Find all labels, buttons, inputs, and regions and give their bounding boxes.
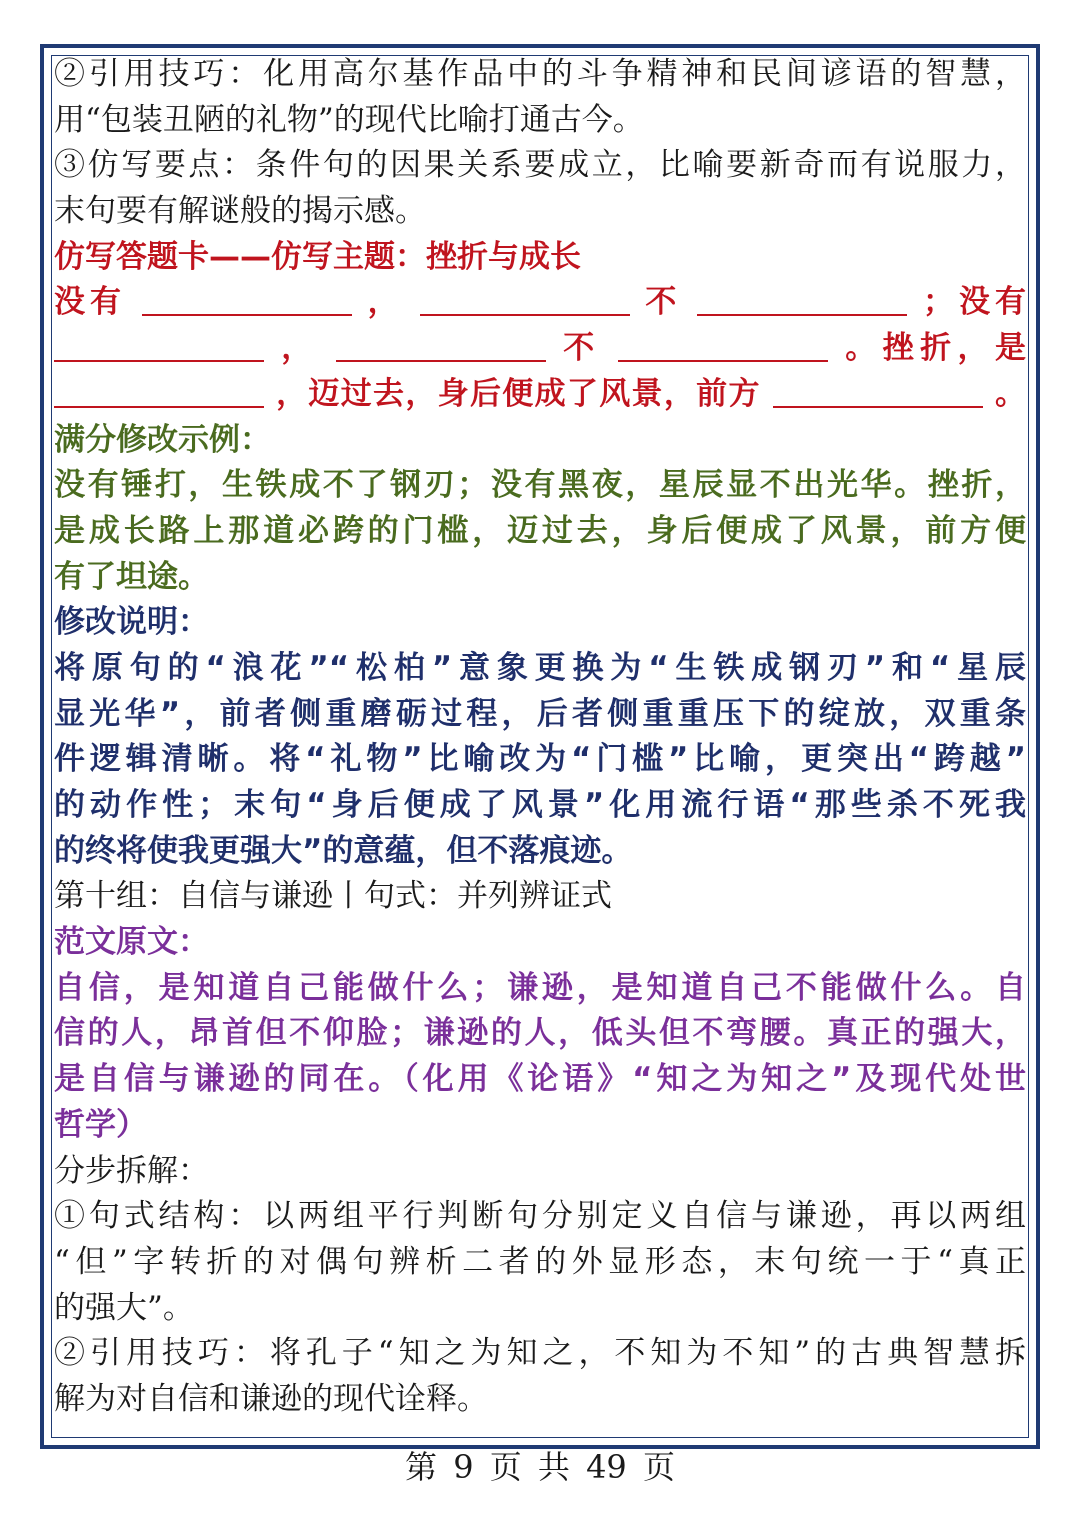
answer-card-heading: 仿写答题卡——仿写主题：挫折与成长	[54, 238, 581, 275]
explanation-line: 的动作性；末句“身后便成了风景”化用流行语“那些杀不死我	[54, 787, 1026, 823]
example-line: 有了坦途。	[54, 558, 209, 595]
breakdown-heading: 分步拆解：	[54, 1152, 209, 1189]
breakdown-line: ②引用技巧：将孔子“知之为知之，不知为不知”的古典智慧拆	[54, 1335, 1026, 1372]
fill-blank[interactable]	[54, 376, 264, 408]
page-number: 第 9 页 共 49 页	[405, 1448, 675, 1486]
fill-text: 不	[645, 284, 682, 321]
example-heading: 满分修改示例：	[54, 421, 271, 458]
text-line: 末句要有解谜般的揭示感。	[54, 193, 426, 230]
example-line: 是成长路上那道必跨的门槛，迈过去，身后便成了风景，前方便	[54, 512, 1026, 549]
group-title: 第十组：自信与谦逊丨句式：并列辨证式	[54, 878, 612, 915]
breakdown-line: 的强大”。	[54, 1289, 194, 1326]
explanation-line: 件逻辑清晰。将“礼物”比喻改为“门槛”比喻，更突出“跨越”	[54, 741, 1026, 778]
fill-text: 。	[995, 375, 1027, 412]
explanation-line: 将原句的“浪花”“松柏”意象更换为“生铁成钢刃”和“星辰	[54, 649, 1026, 686]
fill-line-3	[54, 372, 1026, 418]
sample-line: 自信，是知道自己能做什么；谦逊，是知道自己不能做什么。自	[54, 969, 1026, 1006]
breakdown-line: 解为对自信和谦逊的现代诠释。	[54, 1380, 488, 1417]
fill-blank[interactable]	[618, 330, 828, 362]
page-content	[54, 52, 1026, 1423]
fill-blank[interactable]	[54, 330, 264, 362]
fill-text: 。挫折，是	[845, 330, 1027, 367]
text-line: ③仿写要点：条件句的因果关系要成立，比喻要新奇而有说服力，	[54, 147, 1026, 184]
fill-text: ；没有	[922, 284, 1027, 321]
fill-blank[interactable]	[420, 284, 630, 316]
explanation-heading: 修改说明：	[54, 604, 209, 641]
fill-line-1	[54, 280, 1026, 326]
sample-line: 是自信与谦逊的同在。（化用《论语》“知之为知之”及现代处世	[54, 1061, 1026, 1098]
fill-text: 不	[563, 330, 601, 367]
sample-line: 哲学）	[54, 1106, 147, 1143]
fill-blank[interactable]	[142, 284, 352, 316]
fill-text: ，迈过去，身后便成了风景，前方	[276, 375, 761, 412]
fill-text: ，	[281, 330, 319, 367]
breakdown-line: ①句式结构：以两组平行判断句分别定义自信与谦逊，再以两组	[54, 1198, 1026, 1235]
explanation-line: 显光华”，前者侧重磨砺过程，后者侧重重压下的绽放，双重条	[54, 695, 1026, 732]
text-line: ②引用技巧：化用高尔基作品中的斗争精神和民间谚语的智慧，	[54, 56, 1026, 92]
fill-blank[interactable]	[336, 330, 546, 362]
fill-line-2	[54, 326, 1026, 372]
text-line: 用“包装丑陋的礼物”的现代比喻打通古今。	[54, 101, 644, 138]
sample-heading: 范文原文：	[54, 924, 209, 961]
fill-blank[interactable]	[697, 284, 907, 316]
fill-text: 没有	[54, 284, 127, 321]
explanation-line: 的终将使我更强大”的意蕴，但不落痕迹。	[54, 832, 633, 869]
example-line: 没有锤打，生铁成不了钢刃；没有黑夜，星辰显不出光华。挫折，	[54, 467, 1026, 504]
sample-line: 信的人，昂首但不仰脸；谦逊的人，低头但不弯腰。真正的强大，	[54, 1015, 1026, 1052]
fill-blank[interactable]	[773, 376, 983, 408]
fill-text: ，	[367, 284, 404, 321]
breakdown-line: “但”字转折的对偶句辨析二者的外显形态，末句统一于“真正	[54, 1243, 1026, 1280]
